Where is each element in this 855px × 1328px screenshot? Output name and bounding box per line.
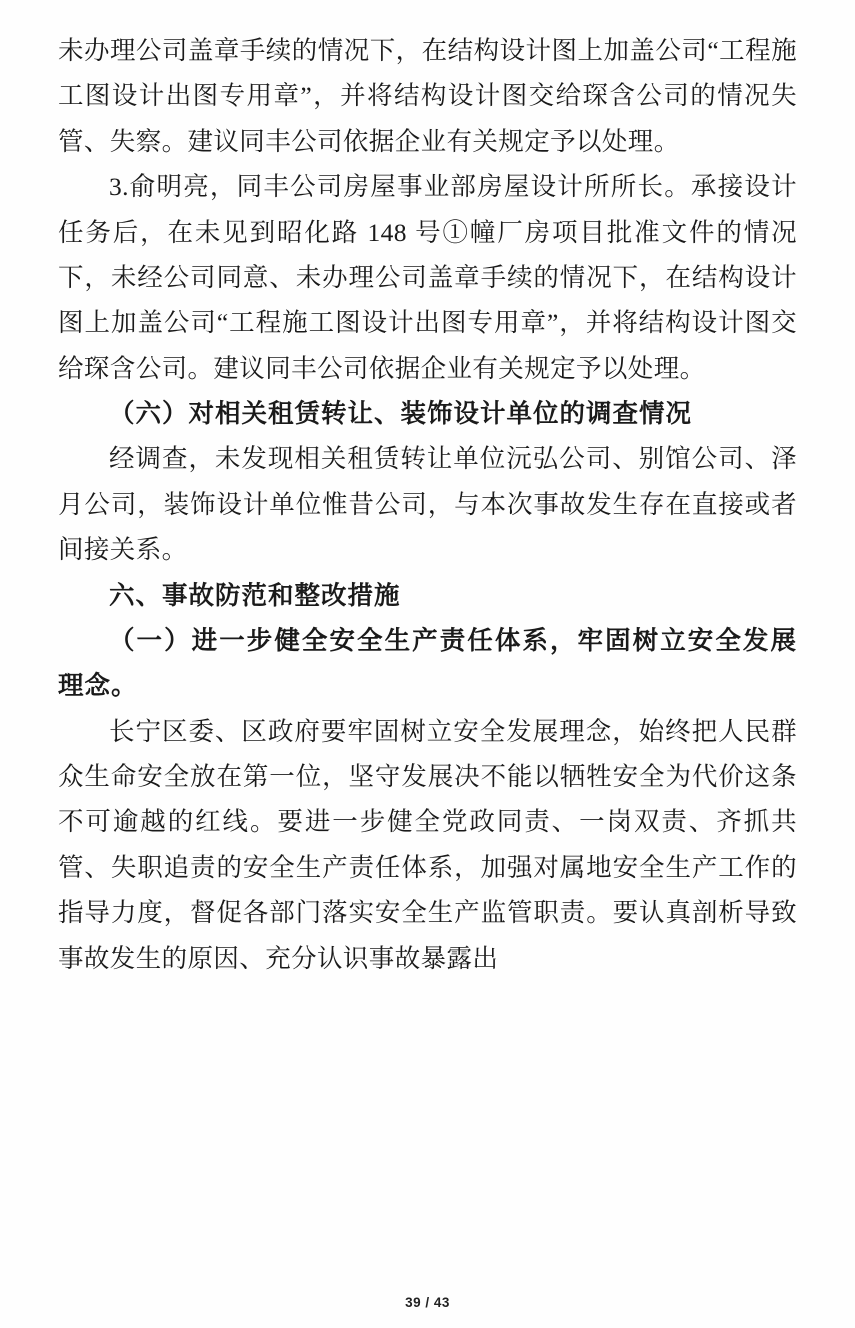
paragraph-changning-district: 长宁区委、区政府要牢固树立安全发展理念，始终把人民群众生命安全放在第一位，坚守发展决不能以牺牲安全为代价这条不可逾越的红线。要进一步健全党政同责、一岗双责、齐抓共管、失职追责的安全生产责任体系，加强对属地安全生产工作的指导力度，督促各部门落实安全生产监管职责。要认真剖析导致事故发生的原因、充分认识事故暴露出 (58, 716, 797, 973)
paragraph-item-3: 3.俞明亮，同丰公司房屋事业部房屋设计所所长。承接设计任务后，在未见到昭化路 148 号①幢厂房项目批准文件的情况下，未经公司同意、未办理公司盖章手续的情况下，在结构设计图上加盖公司“工程施工图设计出图专用章”，并将结构设计图交给琛含公司。建议同丰公司依据企业有关规定予以处理。 (58, 172, 797, 383)
paragraph-continuation: 未办理公司盖章手续的情况下，在结构设计图上加盖公司“工程施工图设计出图专用章”，并将结构设计图交给琛含公司的情况失管、失察。建议同丰公司依据企业有关规定予以处理。 (58, 36, 797, 156)
section-heading-responsibility-system: （一）进一步健全安全生产责任体系，牢固树立安全发展理念。 (58, 625, 797, 701)
document-body (58, 28, 797, 981)
paragraph-investigation-summary: 经调查，未发现相关租赁转让单位沅弘公司、别馆公司、泽月公司，装饰设计单位惟昔公司，与本次事故发生存在直接或者间接关系。 (58, 444, 797, 565)
section-heading-prevention: 六、事故防范和整改措施 (109, 580, 401, 610)
page-number: 39 / 43 (405, 1295, 450, 1310)
section-heading-six-subsection: （六）对相关租赁转让、装饰设计单位的调查情况 (109, 399, 693, 428)
